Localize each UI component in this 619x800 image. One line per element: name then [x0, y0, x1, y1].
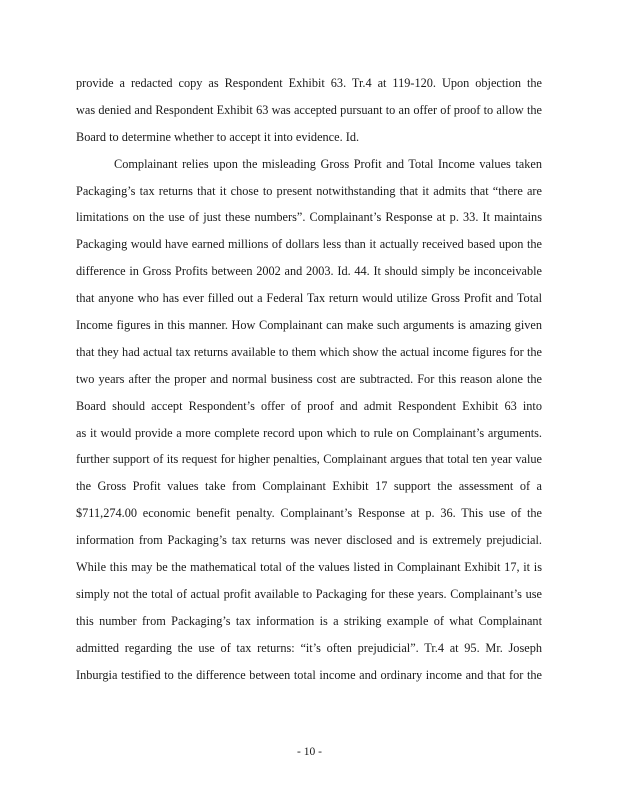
text-line-4-paragraph-start: Complainant relies upon the misleading Gross Profit and Total Income values taken [114, 156, 542, 171]
text-line-14: as it would provide a more complete record upon which to rule on Complainant’s arguments. [76, 425, 542, 440]
text-line-22: admitted regarding the use of tax returns: “it’s often prejudicial”. Tr.4 at 95. Mr. Joseph [76, 640, 542, 655]
text-line-5: Packaging’s tax returns that it chose to present notwithstanding that it admits that “there are [76, 183, 542, 198]
text-line-16: the Gross Profit values take from Complainant Exhibit 17 support the assessment of a [76, 479, 542, 494]
text-line-20: simply not the total of actual profit available to Packaging for these years. Complainant’s use [76, 586, 542, 601]
text-line-7: Packaging would have earned millions of dollars less than it actually received based upon the [76, 237, 542, 252]
text-line-21: this number from Packaging’s tax information is a striking example of what Complainant [76, 613, 542, 628]
text-line-10: Income figures in this manner. How Complainant can make such arguments is amazing given [76, 318, 542, 333]
text-line-12: two years after the proper and normal business cost are subtracted. For this reason alone the [76, 371, 542, 386]
text-line-8: difference in Gross Profits between 2002 and 2003. Id. 44. It should simply be inconceivable [76, 264, 542, 279]
text-line-2: was denied and Respondent Exhibit 63 was accepted pursuant to an offer of proof to allow the [76, 102, 542, 117]
text-line-17: $711,274.00 economic benefit penalty. Complainant’s Response at p. 36. This use of the [76, 506, 542, 521]
text-line-13: Board should accept Respondent’s offer of proof and admit Respondent Exhibit 63 into [76, 398, 542, 413]
text-line-23: Inburgia testified to the difference between total income and ordinary income and that for the [76, 667, 542, 682]
text-line-11: that they had actual tax returns available to them which show the actual income figures for the [76, 344, 542, 359]
page-number: - 10 - [297, 746, 322, 758]
text-line-15: further support of its request for higher penalties, Complainant argues that total ten year value [76, 452, 542, 467]
text-line-19: While this may be the mathematical total of the values listed in Complainant Exhibit 17, it is [76, 560, 542, 575]
body-text [76, 70, 542, 688]
text-line-6: limitations on the use of just these numbers”. Complainant’s Response at p. 33. It maintains [76, 210, 542, 225]
text-line-1: provide a redacted copy as Respondent Exhibit 63. Tr.4 at 119-120. Upon objection the [76, 76, 542, 90]
text-line-3: Board to determine whether to accept it into evidence. Id. [76, 129, 360, 144]
text-line-18: information from Packaging’s tax returns was never disclosed and is extremely prejudicial. [76, 533, 542, 548]
text-line-9: that anyone who has ever filled out a Federal Tax return would utilize Gross Profit and Total [76, 291, 542, 306]
